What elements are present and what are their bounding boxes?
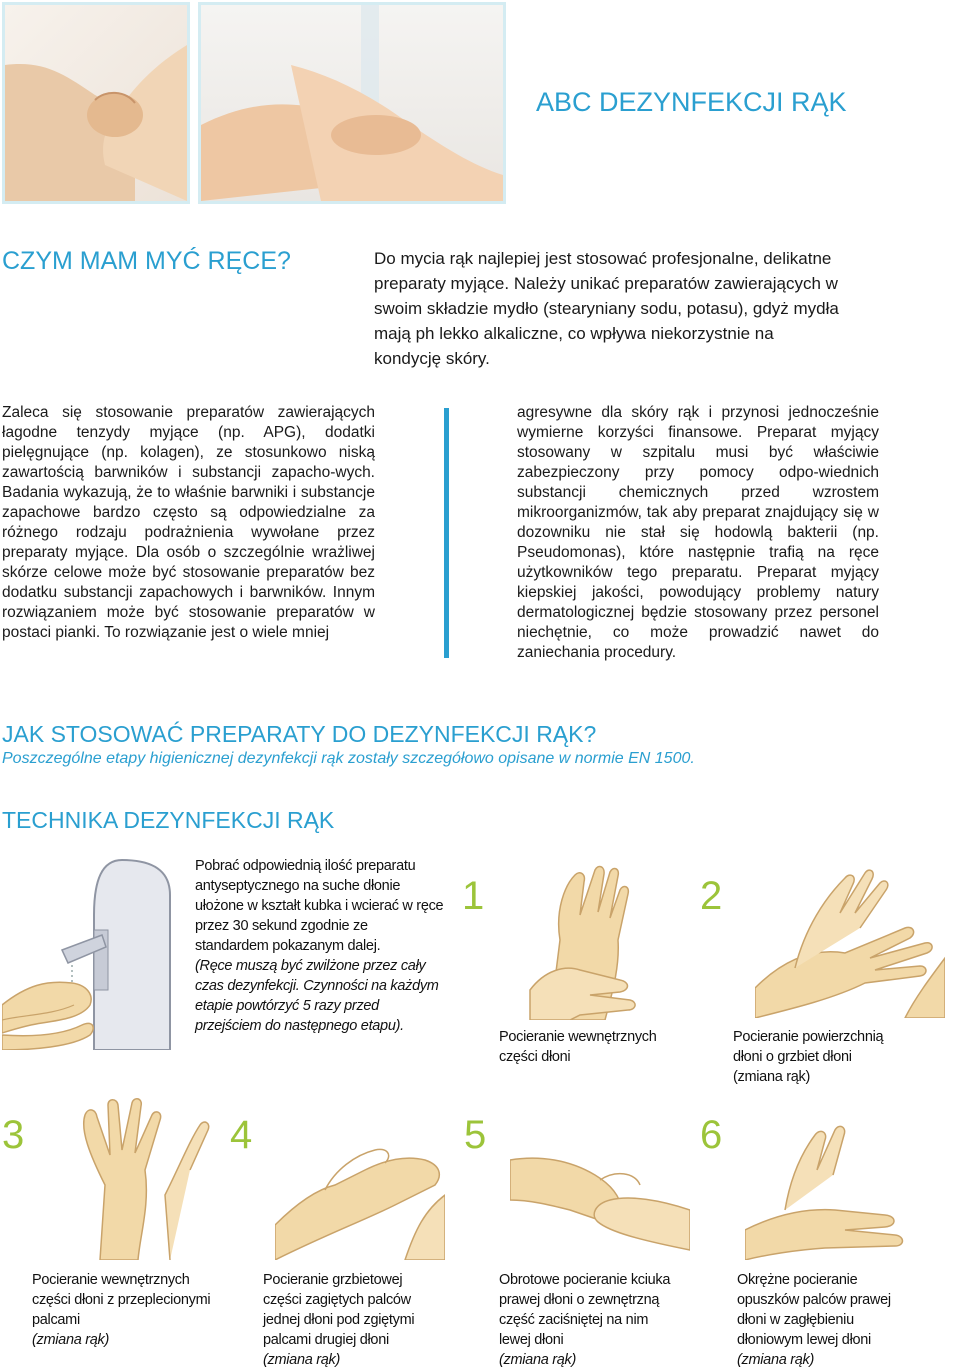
- washing-hands-image: [201, 5, 503, 201]
- step-3-note: (zmiana rąk): [32, 1332, 109, 1348]
- step-4-text: Pocieranie grzbietowej części zagiętych palców jednej dłoni pod zgiętymi palcami drugiej dłoni: [263, 1272, 415, 1348]
- step-5-caption: [499, 1270, 679, 1370]
- step-number-4: 4: [230, 1113, 253, 1157]
- hands-back-rub-icon: [755, 858, 945, 1018]
- step-5-text: Obrotowe pocieranie kciuka prawej dłoni o zewnętrzną część zaciśniętej na nim lewej dłoni: [499, 1272, 671, 1348]
- hands-grip-image: [5, 5, 187, 201]
- step-6-illustration: [745, 1100, 945, 1260]
- hands-fingertips-circle-icon: [745, 1100, 945, 1260]
- hands-fingers-locked-icon: [275, 1095, 445, 1260]
- step-4-illustration: [275, 1095, 445, 1260]
- intro-paragraph: Do mycia rąk najlepiej jest stosować profesjonalne, delikatne preparaty myjące. Należy unikać preparatów zawierających w swoim składzie mydło (stearyniany sodu, potasu), gdyż mydła mają ph lekko alkaliczne, co wpływa niekorzystnie na kondycję skóry.: [374, 249, 839, 368]
- step-6-caption: [737, 1270, 907, 1370]
- step-number-6: 6: [700, 1113, 723, 1157]
- step-number-1: 1: [462, 874, 485, 918]
- step-number-2: 2: [700, 874, 723, 918]
- step-3-caption: [32, 1270, 212, 1350]
- dispenser-note: (Ręce muszą być zwilżone przez cały czas dezynfekcji. Czynności na każdym etapie powtórzyć 5 razy przed przejściem do następnego etapu).: [195, 958, 439, 1034]
- photo-hands-grip: [2, 2, 190, 204]
- step-4-note: (zmiana rąk): [263, 1352, 340, 1368]
- step-1-illustration: [510, 860, 670, 1020]
- section-heading-usage: JAK STOSOWAĆ PREPARATY DO DEZYNFEKCJI RĄK?: [2, 721, 597, 747]
- step-6-note: (zmiana rąk): [737, 1352, 814, 1368]
- dispenser-text: Pobrać odpowiednią ilość preparatu antyseptycznego na suche dłonie ułożone w kształt kubka i wcierać w ręce przez 30 sekund zgodnie ze standardem pokazanym dalej.: [195, 858, 444, 954]
- photo-washing-hands: [198, 2, 506, 204]
- step-1-caption: Pocieranie wewnętrznych części dłoni: [499, 1029, 657, 1065]
- section-heading-technique: TECHNIKA DEZYNFEKCJI RĄK: [2, 807, 335, 833]
- column-divider: [444, 408, 449, 658]
- page-title: ABC DEZYNFEKCJI RĄK: [536, 87, 847, 117]
- step-3-illustration: [40, 1095, 220, 1260]
- step-6-text: Okrężne pocieranie opuszków palców prawej dłoni w zagłębieniu dłoniowym lewej dłoni: [737, 1272, 891, 1348]
- hands-palm-to-palm-icon: [510, 860, 670, 1020]
- step-number-5: 5: [464, 1113, 487, 1157]
- step-number-3: 3: [2, 1113, 25, 1157]
- step-2-illustration: [755, 858, 945, 1018]
- dispenser-illustration: [2, 855, 182, 1050]
- dispenser-instructions: [195, 856, 445, 1036]
- step-2-caption: Pocieranie powierzchnią dłoni o grzbiet dłoni (zmiana rąk): [733, 1029, 884, 1085]
- step-3-text: Pocieranie wewnętrznych części dłoni z przeplecionymi palcami: [32, 1272, 211, 1328]
- section-heading-washing: CZYM MAM MYĆ RĘCE?: [2, 247, 291, 275]
- step-5-note: (zmiana rąk): [499, 1352, 576, 1368]
- dispenser-icon: [2, 855, 182, 1050]
- body-column-right: agresywne dla skóry rąk i przynosi jednocześnie wymierne korzyści finansowe. Preparat myjący stosowany w szpitalu musi być właściwie zabezpieczony przy pomocy odpo-wiednich substancji chemicznych przed wzrostem mikroorganizmów, tak aby preparat znajdujący się w dozowniku nie stał się hodowlą bakterii (np. Pseudomonas), które następnie trafią na ręce użytkowników tego preparatu. Preparat myjący kiepskiej jakości, powodujący problemy natury dermatologicznej będzie stosowany przez personel niechętnie, co może prowadzić nawet do zaniechania procedury.: [517, 404, 879, 661]
- body-column-left: Zaleca się stosowanie preparatów zawierających łagodne tenzydy myjące (np. APG), dodatki pielęgnujące (np. kolagen), ze stosunkowo niską zawartością barwników i substancji zapacho-wych. Badania wykazują, że to właśnie barwniki i substancje zapachowe bardzo często są odpowiedzialne za różnego rodzaju podrażnienia wywołane przez preparaty myjące. Dla osób o szczególnie wrażliwej skórze celowe może być stosowanie preparatów bez dodatku substancji zapachowych i barwników. Innym rozwiązaniem może być stosowanie preparatów w postaci pianki. To rozwiązanie jest o wiele mniej: [2, 404, 375, 641]
- hands-interlaced-icon: [40, 1095, 220, 1260]
- step-5-illustration: [510, 1100, 690, 1260]
- section-subtitle: Poszczególne etapy higienicznej dezynfekcji rąk zostały szczegółowo opisane w normie EN 1500.: [2, 750, 695, 767]
- hands-thumb-rotation-icon: [510, 1100, 690, 1260]
- step-4-caption: [263, 1270, 438, 1370]
